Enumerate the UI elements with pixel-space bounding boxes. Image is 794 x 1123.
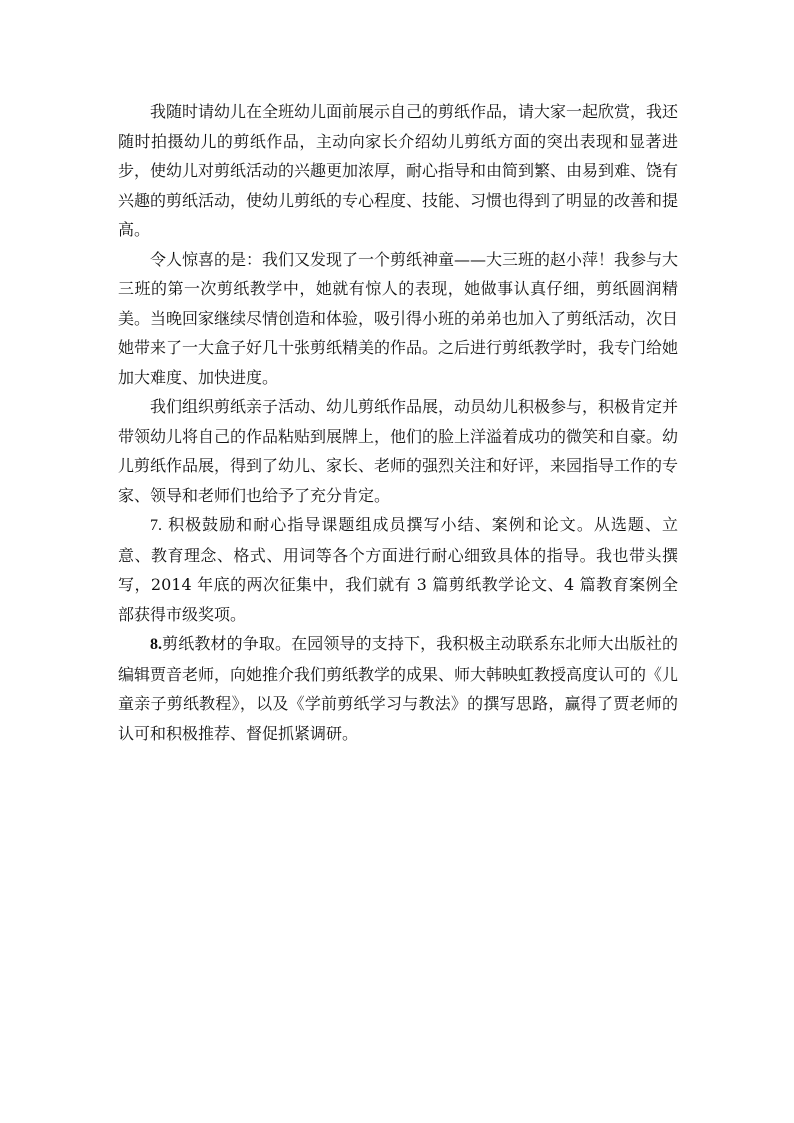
document-body [118,97,678,748]
paragraph-paper-cutting-prodigy [118,245,678,393]
paragraph-text: 积极鼓励和耐心指导课题组成员撰写小结、案例和论文。从选题、立意、教育理念、格式、用词等各个方面进行耐心细致具体的指导。我也带头撰写，2014 年底的两次征集中，我们就有 3 篇剪纸教学论文、4 篇教育案例全部获得市级奖项。 [118,515,678,624]
paragraph-text: 剪纸教材的争取。在园领导的支持下，我积极主动联系东北师大出版社的编辑贾音老师，向她推介我们剪纸教学的成果、师大韩映虹教授高度认可的《儿童亲子剪纸教程》，以及《学前剪纸学习与教法》的撰写思路，赢得了贾老师的认可和积极推荐、督促抓紧调研。 [118,634,679,743]
paragraph-text: 我随时请幼儿在全班幼儿面前展示自己的剪纸作品，请大家一起欣赏，我还随时拍摄幼儿的剪纸作品，主动向家长介绍幼儿剪纸方面的突出表现和显著进步，使幼儿对剪纸活动的兴趣更加浓厚，耐心指导和由简到繁、由易到难、饶有兴趣的剪纸活动，使幼儿剪纸的专心程度、技能、习惯也得到了明显的改善和提高。 [118,102,679,239]
paragraph-display-works [118,97,678,245]
paragraph-parent-child-activity [118,392,678,510]
paragraph-item-8-textbook [118,629,678,748]
list-number: 8. [150,636,162,653]
paragraph-item-7-papers [118,510,678,629]
list-number: 7. [150,517,162,534]
paragraph-text: 我们组织剪纸亲子活动、幼儿剪纸作品展，动员幼儿积极参与，积极肯定并带领幼儿将自己的作品粘贴到展牌上，他们的脸上洋溢着成功的微笑和自豪。幼儿剪纸作品展，得到了幼儿、家长、老师的强烈关注和好评，来园指导工作的专家、领导和老师们也给予了充分肯定。 [118,397,679,505]
paragraph-text: 令人惊喜的是：我们又发现了一个剪纸神童——大三班的赵小萍！我参与大三班的第一次剪纸教学中，她就有惊人的表现，她做事认真仔细，剪纸圆润精美。当晚回家继续尽情创造和体验，吸引得小班的弟弟也加入了剪纸活动，次日她带来了一大盒子好几十张剪纸精美的作品。之后进行剪纸教学时，我专门给她加大难度、加快进度。 [118,249,679,387]
